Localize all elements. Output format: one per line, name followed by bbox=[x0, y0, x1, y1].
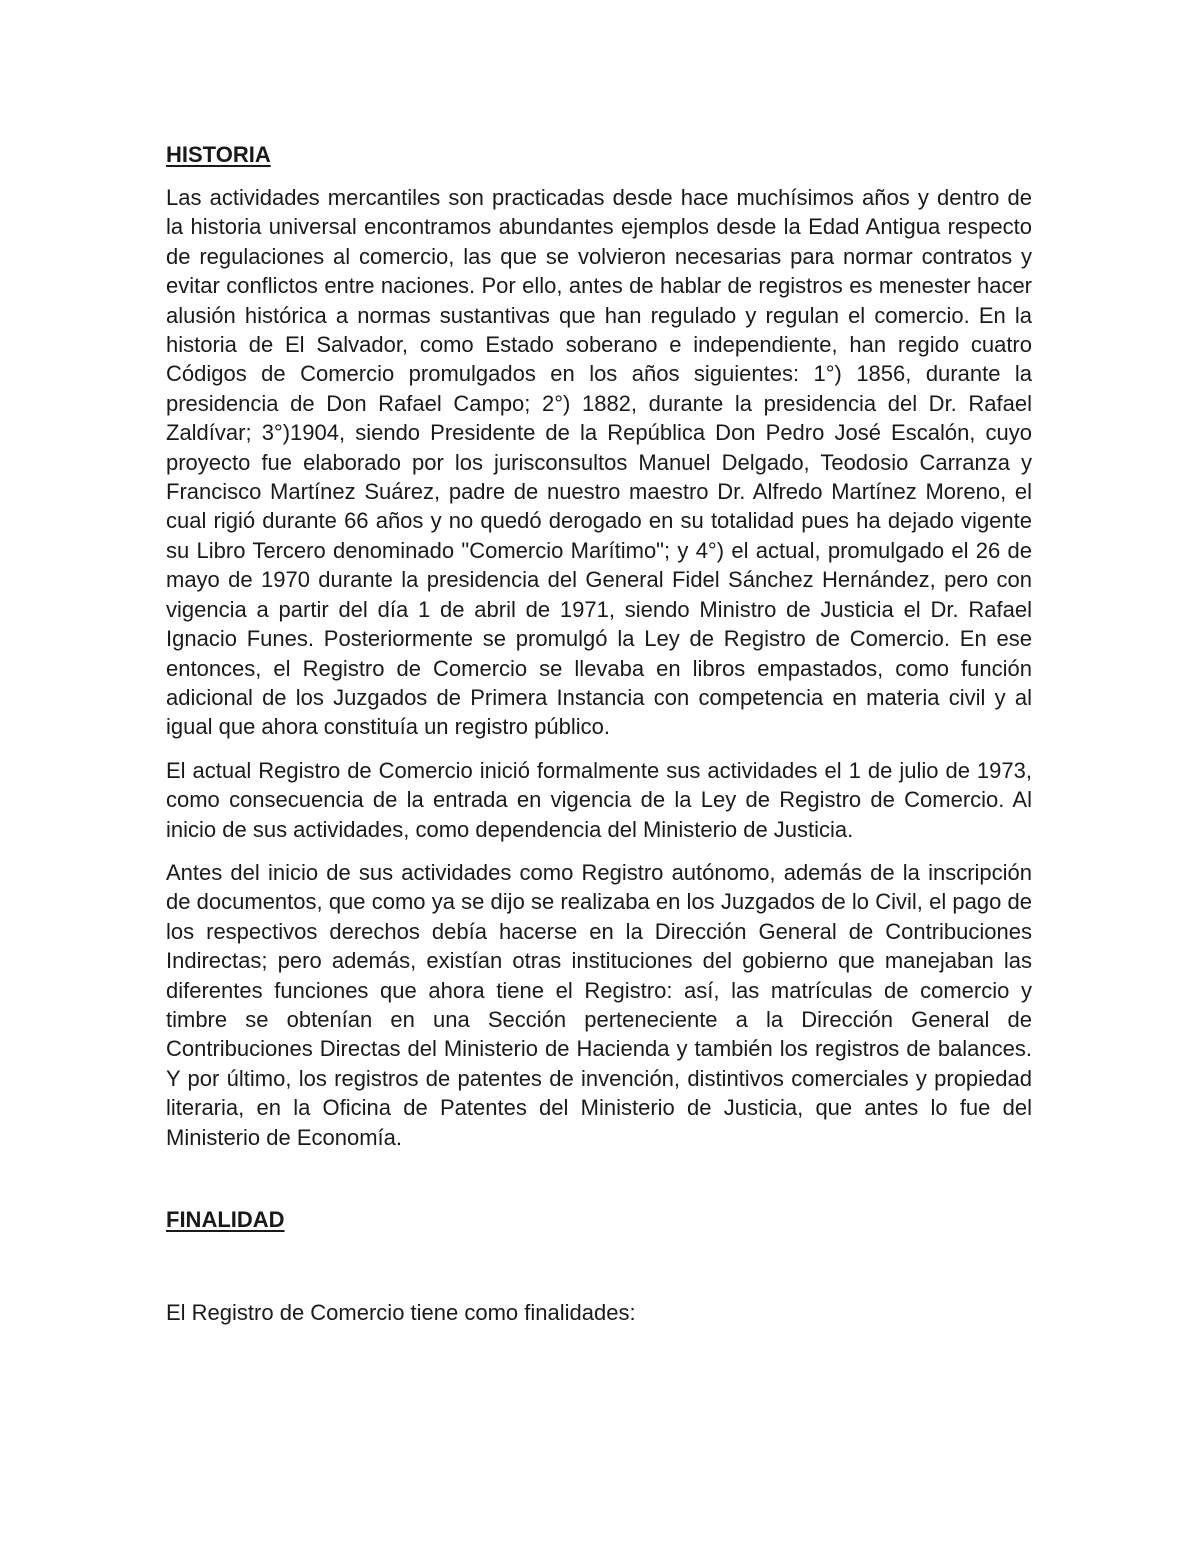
paragraph-historia-1: Las actividades mercantiles son practicadas desde hace muchísimos años y dentro de la historia universal encontramos abundantes ejemplos desde la Edad Antigua respecto de regulaciones al comercio, las que se volvieron necesarias para normar contratos y evitar conflictos entre naciones. Por ello, antes de hablar de registros es menester hacer alusión histórica a normas sustantivas que han regulado y regulan el comercio. En la historia de El Salvador, como Estado soberano e independiente, han regido cuatro Códigos de Comercio promulgados en los años siguientes: 1°) 1856, durante la presidencia de Don Rafael Campo; 2°) 1882, durante la presidencia del Dr. Rafael Zaldívar; 3°)1904, siendo Presidente de la República Don Pedro José Escalón, cuyo proyecto fue elaborado por los jurisconsultos Manuel Delgado, Teodosio Carranza y Francisco Martínez Suárez, padre de nuestro maestro Dr. Alfredo Martínez Moreno, el cual rigió durante 66 años y no quedó derogado en su totalidad pues ha dejado vigente su Libro Tercero denominado "Comercio Marítimo"; y 4°) el actual, promulgado el 26 de mayo de 1970 durante la presidencia del General Fidel Sánchez Hernández, pero con vigencia a partir del día 1 de abril de 1971, siendo Ministro de Justicia el Dr. Rafael Ignacio Funes. Posteriormente se promulgó la Ley de Registro de Comercio. En ese entonces, el Registro de Comercio se llevaba en libros empastados, como función adicional de los Juzgados de Primera Instancia con competencia en materia civil y al igual que ahora constituía un registro público. bbox=[166, 185, 1032, 740]
document-body bbox=[166, 140, 1032, 1341]
section-heading-finalidad: FINALIDAD bbox=[166, 1207, 285, 1232]
section-heading-historia: HISTORIA bbox=[166, 142, 271, 167]
paragraph-historia-2: El actual Registro de Comercio inició formalmente sus actividades el 1 de julio de 1973, como consecuencia de la entrada en vigencia de la Ley de Registro de Comercio. Al inicio de sus actividades, como dependencia del Ministerio de Justicia. bbox=[166, 757, 1032, 842]
paragraph-finalidad-intro: El Registro de Comercio tiene como finalidades: bbox=[166, 1300, 636, 1325]
paragraph-historia-3: Antes del inicio de sus actividades como Registro autónomo, además de la inscripción de documentos, que como ya se dijo se realizaba en los Juzgados de lo Civil, el pago de los respectivos derechos debía hacerse en la Dirección General de Contribuciones Indirectas; pero además, existían otras instituciones del gobierno que manejaban las diferentes funciones que ahora tiene el Registro: así, las matrículas de comercio y timbre se obtenían en una Sección perteneciente a la Dirección General de Contribuciones Directas del Ministerio de Hacienda y también los registros de balances. Y por último, los registros de patentes de invención, distintivos comerciales y propiedad literaria, en la Oficina de Patentes del Ministerio de Justicia, que antes lo fue del Ministerio de Economía. bbox=[166, 859, 1032, 1150]
